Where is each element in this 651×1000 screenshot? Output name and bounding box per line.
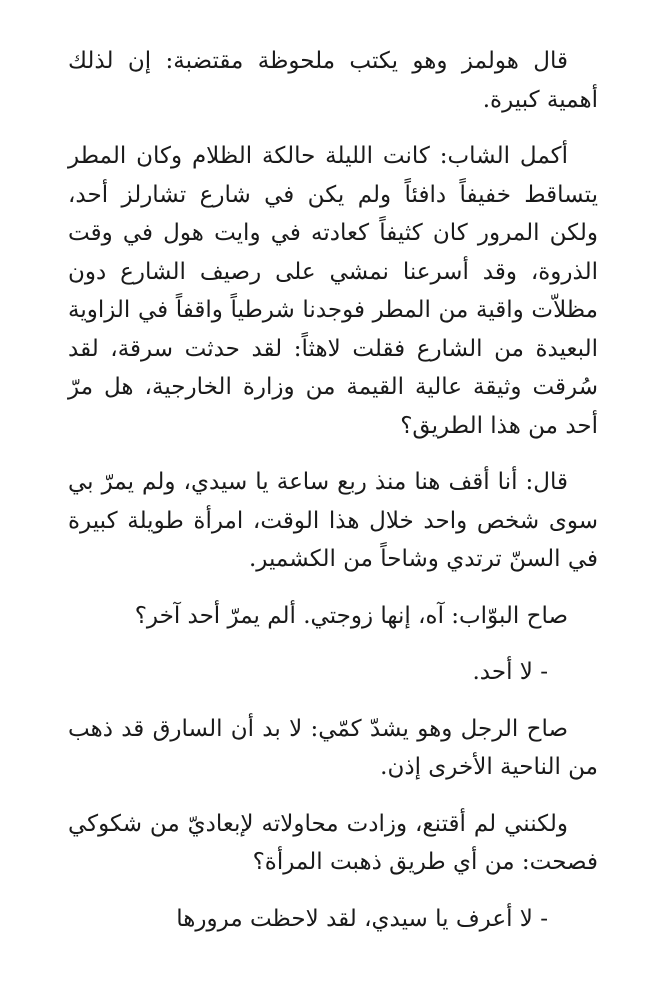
paragraph-dont-know: - لا أعرف يا سيدي، لقد لاحظت مرورها xyxy=(176,905,548,932)
paragraph-doorman-shout: صاح البوّاب: آه، إنها زوجتي. ألم يمرّ أحد آخر؟ xyxy=(134,602,568,629)
paragraph-holmes-note: قال هولمز وهو يكتب ملحوظة مقتضبة: إن لذلك أهمية كبيرة. xyxy=(68,48,598,113)
paragraph-policeman-reply: قال: أنا أقف هنا منذ ربع ساعة يا سيدي، ولم يمرّ بي سوى شخص واحد خلال هذا الوقت، امرأة طويلة كبيرة في السنّ ترتدي وشاحاً من الكشمير. xyxy=(68,469,598,572)
paragraph-man-pulls-sleeve: صاح الرجل وهو يشدّ كمّي: لا بد أن السارق قد ذهب من الناحية الأخرى إذن. xyxy=(68,715,598,780)
paragraph-not-convinced: ولكنني لم أقتنع، وزادت محاولاته لإبعاديّ من شكوكي فصحت: من أي طريق ذهبت المرأة؟ xyxy=(68,810,598,875)
book-page xyxy=(68,42,598,956)
paragraph-no-one: - لا أحد. xyxy=(472,659,548,685)
paragraph-young-man-story: أكمل الشاب: كانت الليلة حالكة الظلام وكان المطر يتساقط خفيفاً دافئاً ولم يكن في شارع تشارلز أحد، ولكن المرور كان كثيفاً كعادته في وايت هول في وقت الذروة، وقد أسرعنا نمشي على رصيف الشارع دون مظلاّت واقية من المطر فوجدنا شرطياً واقفاً في الزاوية البعيدة من الشارع فقلت لاهثاً: لقد حدثت سرقة، لقد سُرقت وثيقة عالية القيمة من وزارة الخارجية، هل مرّ أحد من هذا الطريق؟ xyxy=(68,143,598,439)
